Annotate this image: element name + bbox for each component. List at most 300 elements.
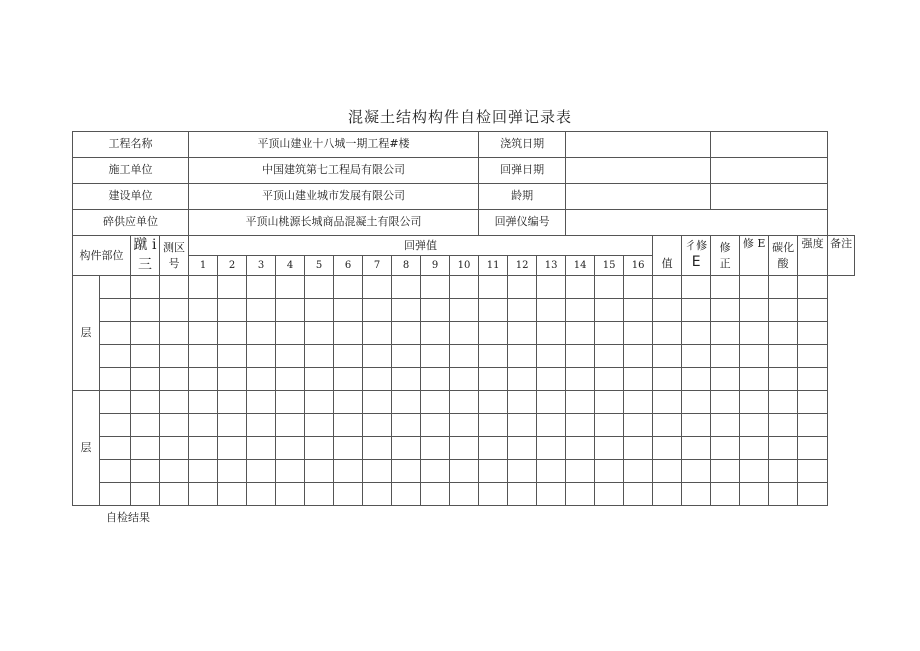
data-cell[interactable] <box>653 391 682 414</box>
data-cell[interactable] <box>740 276 769 299</box>
data-cell[interactable] <box>479 322 508 345</box>
data-cell[interactable] <box>160 437 189 460</box>
data-cell[interactable] <box>769 391 798 414</box>
data-cell[interactable] <box>595 299 624 322</box>
data-cell[interactable] <box>740 345 769 368</box>
rebound-point-number: 3 <box>247 256 276 276</box>
correction1-top: 彳修 <box>685 239 708 253</box>
data-cell[interactable] <box>363 368 392 391</box>
data-cell[interactable] <box>740 414 769 437</box>
data-cell[interactable] <box>595 345 624 368</box>
data-cell[interactable] <box>798 414 828 437</box>
rebound-point-number: 7 <box>363 256 392 276</box>
data-cell[interactable] <box>276 460 305 483</box>
data-cell[interactable] <box>537 368 566 391</box>
data-cell[interactable] <box>218 460 247 483</box>
zone-number-top: 测区 <box>163 241 185 255</box>
data-cell[interactable] <box>421 322 450 345</box>
age-value[interactable] <box>566 184 711 210</box>
data-cell[interactable] <box>624 414 653 437</box>
data-cell[interactable] <box>595 391 624 414</box>
data-cell[interactable] <box>131 322 160 345</box>
data-cell[interactable] <box>100 437 131 460</box>
builder-label: 施工单位 <box>73 158 189 184</box>
data-cell[interactable] <box>189 483 218 506</box>
data-cell[interactable] <box>131 345 160 368</box>
data-cell[interactable] <box>247 276 276 299</box>
data-cell[interactable] <box>653 483 682 506</box>
data-cell[interactable] <box>798 322 828 345</box>
data-cell[interactable] <box>131 460 160 483</box>
data-cell[interactable] <box>711 460 740 483</box>
data-cell[interactable] <box>508 437 537 460</box>
data-cell[interactable] <box>421 437 450 460</box>
self-check-result-label: 自检结果 <box>106 511 150 524</box>
data-cell[interactable] <box>218 345 247 368</box>
data-cell[interactable] <box>392 322 421 345</box>
data-cell[interactable] <box>363 414 392 437</box>
data-cell[interactable] <box>624 322 653 345</box>
builder-value: 中国建筑第七工程局有限公司 <box>189 158 479 184</box>
rebound-date-value[interactable] <box>566 158 711 184</box>
data-cell[interactable] <box>537 391 566 414</box>
data-cell[interactable] <box>740 368 769 391</box>
pour-date-extra[interactable] <box>711 132 828 158</box>
data-cell[interactable] <box>247 414 276 437</box>
data-cell[interactable] <box>537 460 566 483</box>
data-cell[interactable] <box>595 276 624 299</box>
data-cell[interactable] <box>479 299 508 322</box>
data-cell[interactable] <box>363 322 392 345</box>
data-cell[interactable] <box>276 391 305 414</box>
data-cell[interactable] <box>798 276 828 299</box>
data-cell[interactable] <box>421 368 450 391</box>
data-cell[interactable] <box>247 460 276 483</box>
data-cell[interactable] <box>508 483 537 506</box>
data-cell[interactable] <box>537 414 566 437</box>
data-cell[interactable] <box>363 437 392 460</box>
data-cell[interactable] <box>276 437 305 460</box>
col2-header-bottom: 三 <box>138 256 152 273</box>
data-cell[interactable] <box>131 299 160 322</box>
data-cell[interactable] <box>595 368 624 391</box>
data-cell[interactable] <box>798 460 828 483</box>
data-cell[interactable] <box>100 322 131 345</box>
table-row <box>73 414 855 437</box>
data-cell[interactable] <box>711 299 740 322</box>
col2-header <box>131 236 160 276</box>
data-cell[interactable] <box>711 391 740 414</box>
correction2-bottom: 正 <box>719 256 731 270</box>
data-cell[interactable] <box>218 368 247 391</box>
data-cell[interactable] <box>160 345 189 368</box>
data-cell[interactable] <box>769 276 798 299</box>
data-cell[interactable] <box>508 391 537 414</box>
data-cell[interactable] <box>682 299 711 322</box>
data-cell[interactable] <box>566 368 595 391</box>
data-cell[interactable] <box>247 299 276 322</box>
owner-value: 平顶山建业城市发展有限公司 <box>189 184 479 210</box>
instrument-label: 回弹仪编号 <box>479 210 566 236</box>
data-cell[interactable] <box>131 437 160 460</box>
data-cell[interactable] <box>624 299 653 322</box>
data-cell[interactable] <box>218 437 247 460</box>
data-cell[interactable] <box>653 460 682 483</box>
zone-number-header <box>160 236 189 276</box>
data-cell[interactable] <box>421 391 450 414</box>
data-cell[interactable] <box>566 437 595 460</box>
data-cell[interactable] <box>218 391 247 414</box>
rebound-values-header: 回弹值 <box>189 236 653 256</box>
data-cell[interactable] <box>160 391 189 414</box>
data-cell[interactable] <box>566 345 595 368</box>
data-cell[interactable] <box>276 368 305 391</box>
data-cell[interactable] <box>682 368 711 391</box>
data-cell[interactable] <box>711 483 740 506</box>
data-cell[interactable] <box>189 299 218 322</box>
data-cell[interactable] <box>100 299 131 322</box>
data-cell[interactable] <box>160 322 189 345</box>
data-cell[interactable] <box>450 345 479 368</box>
data-cell[interactable] <box>131 483 160 506</box>
data-cell[interactable] <box>100 460 131 483</box>
data-cell[interactable] <box>218 299 247 322</box>
data-cell[interactable] <box>682 322 711 345</box>
rebound-date-label: 回弹日期 <box>479 158 566 184</box>
data-cell[interactable] <box>769 414 798 437</box>
data-cell[interactable] <box>392 391 421 414</box>
data-cell[interactable] <box>566 460 595 483</box>
component-location-header: 构件部位 <box>73 236 131 276</box>
data-cell[interactable] <box>305 391 334 414</box>
data-cell[interactable] <box>305 460 334 483</box>
rebound-point-number: 2 <box>218 256 247 276</box>
data-cell[interactable] <box>450 460 479 483</box>
data-cell[interactable] <box>334 368 363 391</box>
table-row <box>73 483 855 506</box>
data-cell[interactable] <box>276 276 305 299</box>
data-cell[interactable] <box>508 322 537 345</box>
data-cell[interactable] <box>189 437 218 460</box>
data-cell[interactable] <box>218 322 247 345</box>
data-cell[interactable] <box>653 322 682 345</box>
data-cell[interactable] <box>100 276 131 299</box>
data-cell[interactable] <box>247 322 276 345</box>
data-cell[interactable] <box>653 368 682 391</box>
data-cell[interactable] <box>392 460 421 483</box>
data-cell[interactable] <box>392 276 421 299</box>
data-cell[interactable] <box>334 437 363 460</box>
rebound-point-number: 14 <box>566 256 595 276</box>
data-cell[interactable] <box>189 368 218 391</box>
data-cell[interactable] <box>450 299 479 322</box>
data-cell[interactable] <box>392 299 421 322</box>
rebound-point-number: 10 <box>450 256 479 276</box>
data-cell[interactable] <box>479 368 508 391</box>
data-cell[interactable] <box>479 414 508 437</box>
data-cell[interactable] <box>421 460 450 483</box>
data-cell[interactable] <box>711 345 740 368</box>
data-cell[interactable] <box>595 460 624 483</box>
data-cell[interactable] <box>769 368 798 391</box>
data-cell[interactable] <box>740 322 769 345</box>
data-cell[interactable] <box>189 460 218 483</box>
data-cell[interactable] <box>450 276 479 299</box>
data-cell[interactable] <box>392 345 421 368</box>
data-cell[interactable] <box>711 322 740 345</box>
data-cell[interactable] <box>508 460 537 483</box>
instrument-value[interactable] <box>566 210 828 236</box>
project-name-value: 平顶山建业十八城一期工程#楼 <box>189 132 479 158</box>
rebound-point-number: 5 <box>305 256 334 276</box>
data-cell[interactable] <box>334 322 363 345</box>
data-cell[interactable] <box>392 437 421 460</box>
data-cell[interactable] <box>624 345 653 368</box>
data-cell[interactable] <box>508 299 537 322</box>
data-cell[interactable] <box>479 437 508 460</box>
data-cell[interactable] <box>479 460 508 483</box>
data-cell[interactable] <box>450 437 479 460</box>
data-cell[interactable] <box>740 299 769 322</box>
data-cell[interactable] <box>363 345 392 368</box>
data-cell[interactable] <box>392 483 421 506</box>
data-cell[interactable] <box>595 483 624 506</box>
data-cell[interactable] <box>769 322 798 345</box>
data-cell[interactable] <box>189 391 218 414</box>
data-cell[interactable] <box>421 299 450 322</box>
data-cell[interactable] <box>566 483 595 506</box>
carbonation-header <box>769 236 798 276</box>
data-cell[interactable] <box>479 345 508 368</box>
data-cell[interactable] <box>711 368 740 391</box>
data-cell[interactable] <box>595 414 624 437</box>
data-cell[interactable] <box>682 391 711 414</box>
data-cell[interactable] <box>189 345 218 368</box>
data-cell[interactable] <box>798 299 828 322</box>
table-row <box>73 391 855 414</box>
data-cell[interactable] <box>682 345 711 368</box>
data-cell[interactable] <box>798 437 828 460</box>
data-cell[interactable] <box>305 299 334 322</box>
data-cell[interactable] <box>682 437 711 460</box>
data-cell[interactable] <box>769 345 798 368</box>
data-cell[interactable] <box>363 276 392 299</box>
data-cell[interactable] <box>363 299 392 322</box>
data-cell[interactable] <box>479 483 508 506</box>
project-name-label: 工程名称 <box>73 132 189 158</box>
data-cell[interactable] <box>276 345 305 368</box>
pour-date-value[interactable] <box>566 132 711 158</box>
data-cell[interactable] <box>334 414 363 437</box>
data-cell[interactable] <box>595 437 624 460</box>
data-cell[interactable] <box>247 345 276 368</box>
data-cell[interactable] <box>276 322 305 345</box>
data-cell[interactable] <box>653 437 682 460</box>
data-cell[interactable] <box>624 276 653 299</box>
data-cell[interactable] <box>334 483 363 506</box>
rebound-date-extra[interactable] <box>711 158 828 184</box>
data-cell[interactable] <box>100 345 131 368</box>
data-cell[interactable] <box>100 391 131 414</box>
correction1-bottom: E <box>691 254 701 271</box>
data-cell[interactable] <box>624 368 653 391</box>
data-cell[interactable] <box>508 345 537 368</box>
data-cell[interactable] <box>189 276 218 299</box>
data-cell[interactable] <box>798 345 828 368</box>
data-cell[interactable] <box>682 414 711 437</box>
data-cell[interactable] <box>798 391 828 414</box>
data-cell[interactable] <box>711 276 740 299</box>
data-cell[interactable] <box>305 414 334 437</box>
data-cell[interactable] <box>334 391 363 414</box>
data-cell[interactable] <box>160 368 189 391</box>
data-cell[interactable] <box>769 299 798 322</box>
data-cell[interactable] <box>711 414 740 437</box>
data-cell[interactable] <box>566 391 595 414</box>
data-cell[interactable] <box>740 437 769 460</box>
data-cell[interactable] <box>769 437 798 460</box>
pour-date-label: 浇筑日期 <box>479 132 566 158</box>
data-cell[interactable] <box>305 437 334 460</box>
table-row <box>73 368 855 391</box>
data-cell[interactable] <box>392 414 421 437</box>
data-cell[interactable] <box>508 276 537 299</box>
data-cell[interactable] <box>682 483 711 506</box>
data-cell[interactable] <box>363 391 392 414</box>
page-title: 混凝土结构构件自检回弹记录表 <box>347 108 572 126</box>
rebound-point-number: 4 <box>276 256 305 276</box>
data-cell[interactable] <box>305 483 334 506</box>
age-label: 龄期 <box>479 184 566 210</box>
data-cell[interactable] <box>218 483 247 506</box>
data-cell[interactable] <box>769 460 798 483</box>
data-cell[interactable] <box>247 483 276 506</box>
data-cell[interactable] <box>334 345 363 368</box>
data-cell[interactable] <box>624 460 653 483</box>
col2-header-top: 蹴 i <box>133 237 157 253</box>
data-cell[interactable] <box>653 345 682 368</box>
data-cell[interactable] <box>392 368 421 391</box>
data-cell[interactable] <box>160 483 189 506</box>
data-cell[interactable] <box>160 299 189 322</box>
data-cell[interactable] <box>450 391 479 414</box>
data-cell[interactable] <box>131 276 160 299</box>
data-cell[interactable] <box>160 414 189 437</box>
data-cell[interactable] <box>769 483 798 506</box>
data-cell[interactable] <box>566 299 595 322</box>
data-cell[interactable] <box>276 299 305 322</box>
data-cell[interactable] <box>798 368 828 391</box>
rebound-point-number: 12 <box>508 256 537 276</box>
rebound-point-number: 6 <box>334 256 363 276</box>
average-top <box>653 240 681 255</box>
data-cell[interactable] <box>247 368 276 391</box>
data-cell[interactable] <box>421 414 450 437</box>
data-cell[interactable] <box>218 414 247 437</box>
floor-label: 层 <box>73 391 100 506</box>
data-cell[interactable] <box>682 276 711 299</box>
data-cell[interactable] <box>653 276 682 299</box>
data-cell[interactable] <box>334 276 363 299</box>
data-cell[interactable] <box>566 322 595 345</box>
data-cell[interactable] <box>653 414 682 437</box>
data-cell[interactable] <box>537 483 566 506</box>
supplier-value: 平顶山桃源长城商品混凝土有限公司 <box>189 210 479 236</box>
data-cell[interactable] <box>421 276 450 299</box>
data-cell[interactable] <box>537 345 566 368</box>
data-cell[interactable] <box>305 276 334 299</box>
data-cell[interactable] <box>450 414 479 437</box>
data-cell[interactable] <box>653 299 682 322</box>
data-cell[interactable] <box>624 391 653 414</box>
data-cell[interactable] <box>450 368 479 391</box>
data-cell[interactable] <box>276 483 305 506</box>
data-cell[interactable] <box>160 276 189 299</box>
data-cell[interactable] <box>305 345 334 368</box>
data-cell[interactable] <box>421 483 450 506</box>
data-cell[interactable] <box>276 414 305 437</box>
data-cell[interactable] <box>537 322 566 345</box>
data-cell[interactable] <box>363 483 392 506</box>
data-cell[interactable] <box>247 391 276 414</box>
data-cell[interactable] <box>189 322 218 345</box>
data-cell[interactable] <box>566 414 595 437</box>
data-cell[interactable] <box>160 460 189 483</box>
data-cell[interactable] <box>334 299 363 322</box>
data-cell[interactable] <box>131 414 160 437</box>
data-cell[interactable] <box>479 391 508 414</box>
data-cell[interactable] <box>566 276 595 299</box>
data-cell[interactable] <box>305 368 334 391</box>
data-cell[interactable] <box>247 437 276 460</box>
supplier-label: 碎供应单位 <box>73 210 189 236</box>
data-cell[interactable] <box>740 483 769 506</box>
table-row <box>73 276 855 299</box>
data-cell[interactable] <box>537 437 566 460</box>
age-extra[interactable] <box>711 184 828 210</box>
data-cell[interactable] <box>100 483 131 506</box>
data-cell[interactable] <box>798 483 828 506</box>
data-cell[interactable] <box>363 460 392 483</box>
data-cell[interactable] <box>189 414 218 437</box>
rebound-point-number: 11 <box>479 256 508 276</box>
data-cell[interactable] <box>421 345 450 368</box>
data-cell[interactable] <box>537 299 566 322</box>
data-cell[interactable] <box>740 460 769 483</box>
data-cell[interactable] <box>624 483 653 506</box>
data-cell[interactable] <box>682 460 711 483</box>
data-cell[interactable] <box>595 322 624 345</box>
data-cell[interactable] <box>508 414 537 437</box>
data-cell[interactable] <box>305 322 334 345</box>
data-cell[interactable] <box>218 276 247 299</box>
data-cell[interactable] <box>131 391 160 414</box>
data-cell[interactable] <box>537 276 566 299</box>
data-cell[interactable] <box>450 322 479 345</box>
data-cell[interactable] <box>624 437 653 460</box>
data-cell[interactable] <box>100 368 131 391</box>
data-cell[interactable] <box>131 368 160 391</box>
data-cell[interactable] <box>450 483 479 506</box>
data-cell[interactable] <box>100 414 131 437</box>
data-cell[interactable] <box>479 276 508 299</box>
table-row <box>73 437 855 460</box>
data-cell[interactable] <box>740 391 769 414</box>
data-cell[interactable] <box>508 368 537 391</box>
rebound-point-number: 9 <box>421 256 450 276</box>
data-cell[interactable] <box>711 437 740 460</box>
data-cell[interactable] <box>334 460 363 483</box>
